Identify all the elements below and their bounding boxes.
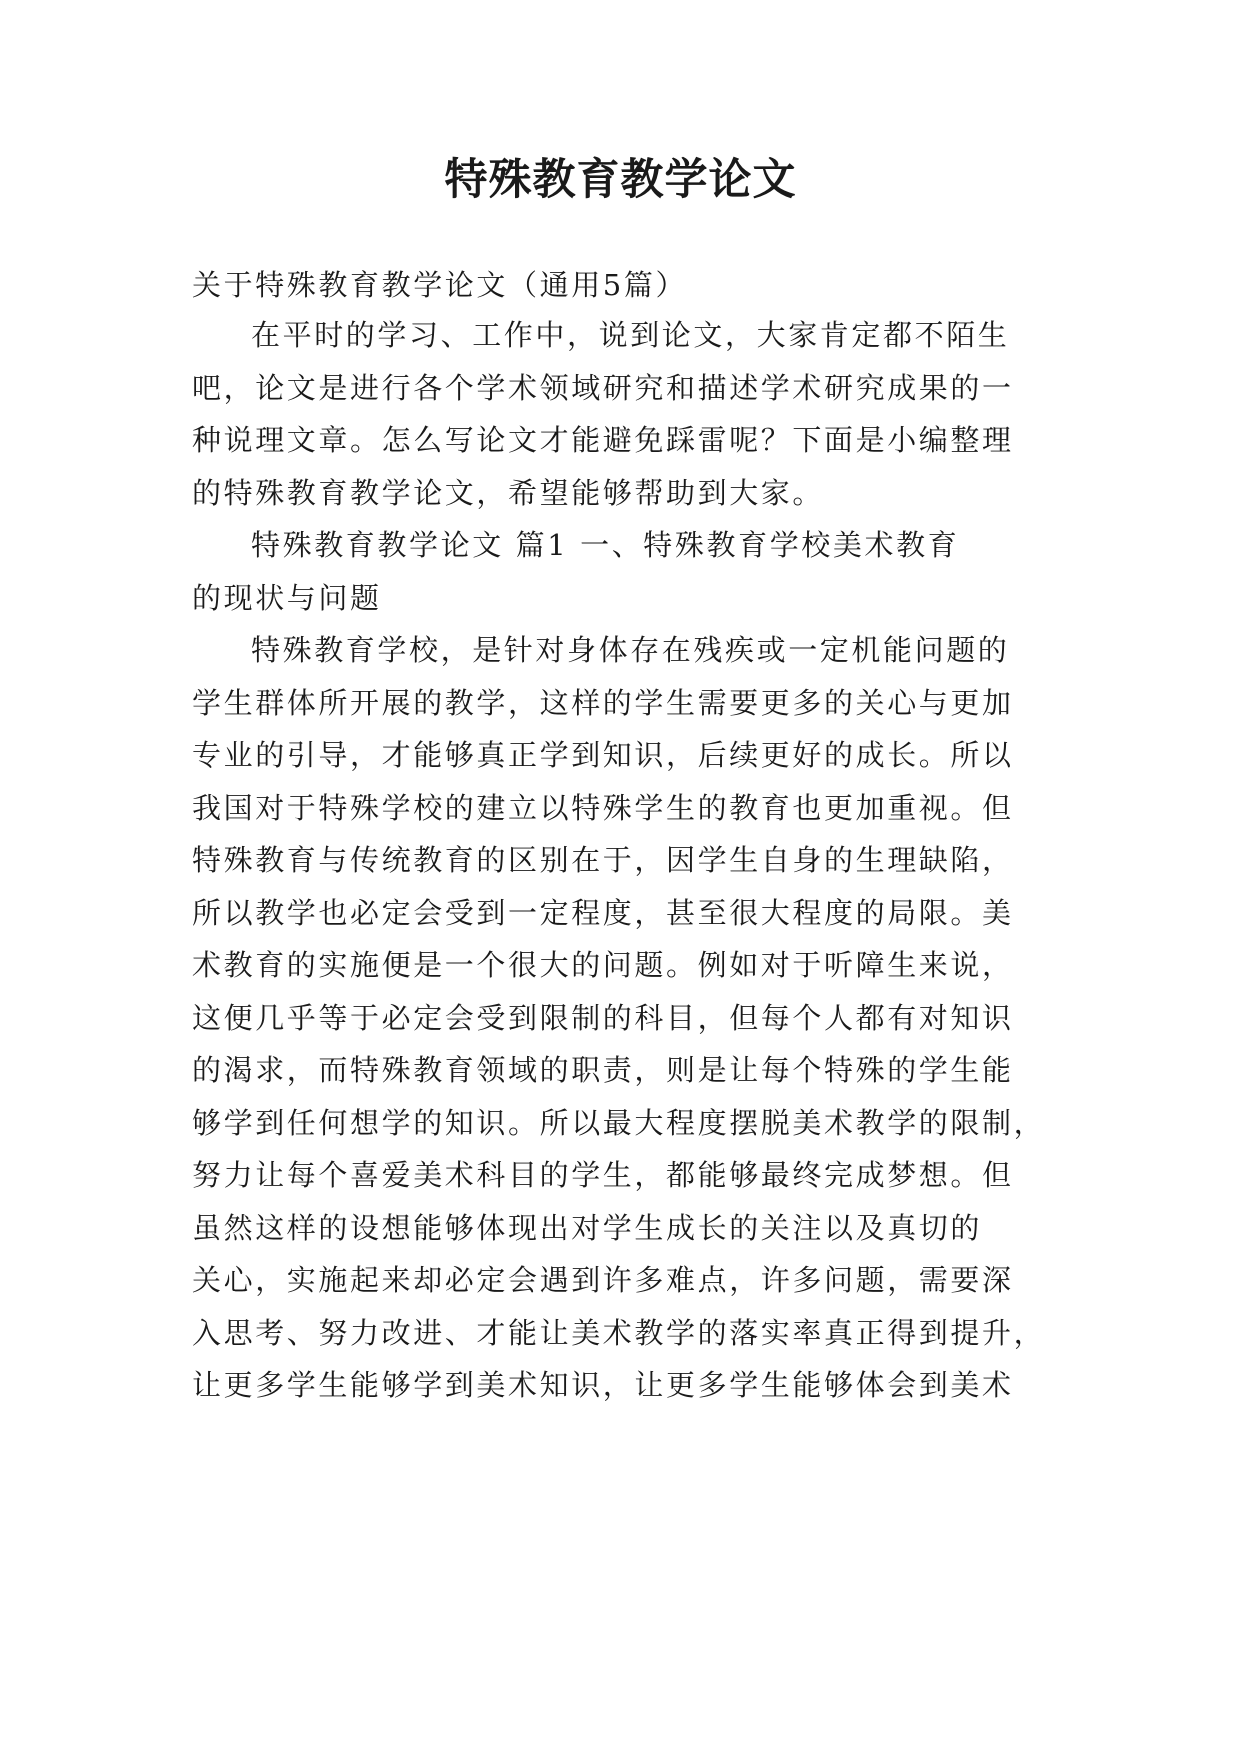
- body-line: 我国对于特殊学校的建立以特殊学生的教育也更加重视。但: [192, 791, 1014, 825]
- body-line: 学生群体所开展的教学，这样的学生需要更多的关心与更加: [192, 686, 1014, 720]
- document-title: 特殊教育教学论文: [444, 155, 797, 205]
- body-line: 的渴求，而特殊教育领域的职责，则是让每个特殊的学生能: [192, 1053, 1014, 1087]
- intro-line: 种说理文章。怎么写论文才能避免踩雷呢？下面是小编整理: [192, 423, 1014, 457]
- intro-line: 的特殊教育教学论文，希望能够帮助到大家。: [192, 476, 825, 510]
- body-line: 关心，实施起来却必定会遇到许多难点，许多问题，需要深: [192, 1263, 1014, 1297]
- section-heading-line: 特殊教育教学论文 篇1 一、特殊教育学校美术教育: [251, 528, 960, 562]
- section-heading-line: 的现状与问题: [192, 581, 382, 615]
- body-line: 够学到任何想学的知识。所以最大程度摆脱美术教学的限制，: [192, 1106, 1046, 1140]
- document-subtitle: 关于特殊教育教学论文（通用5篇）: [192, 268, 688, 302]
- body-line: 让更多学生能够学到美术知识，让更多学生能够体会到美术: [192, 1368, 1014, 1402]
- intro-line: 在平时的学习、工作中，说到论文，大家肯定都不陌生: [251, 318, 1010, 352]
- body-line: 专业的引导，才能够真正学到知识，后续更好的成长。所以: [192, 738, 1014, 772]
- body-line: 术教育的实施便是一个很大的问题。例如对于听障生来说，: [192, 948, 1014, 982]
- body-line: 这便几乎等于必定会受到限制的科目，但每个人都有对知识: [192, 1001, 1014, 1035]
- body-line: 特殊教育与传统教育的区别在于，因学生自身的生理缺陷，: [192, 843, 1014, 877]
- body-line: 虽然这样的设想能够体现出对学生成长的关注以及真切的: [192, 1211, 983, 1245]
- body-line: 特殊教育学校，是针对身体存在残疾或一定机能问题的: [251, 633, 1010, 667]
- intro-line: 吧，论文是进行各个学术领域研究和描述学术研究成果的一: [192, 371, 1014, 405]
- body-line: 所以教学也必定会受到一定程度，甚至很大程度的局限。美: [192, 896, 1014, 930]
- body-line: 入思考、努力改进、才能让美术教学的落实率真正得到提升，: [192, 1316, 1046, 1350]
- body-line: 努力让每个喜爱美术科目的学生，都能够最终完成梦想。但: [192, 1158, 1014, 1192]
